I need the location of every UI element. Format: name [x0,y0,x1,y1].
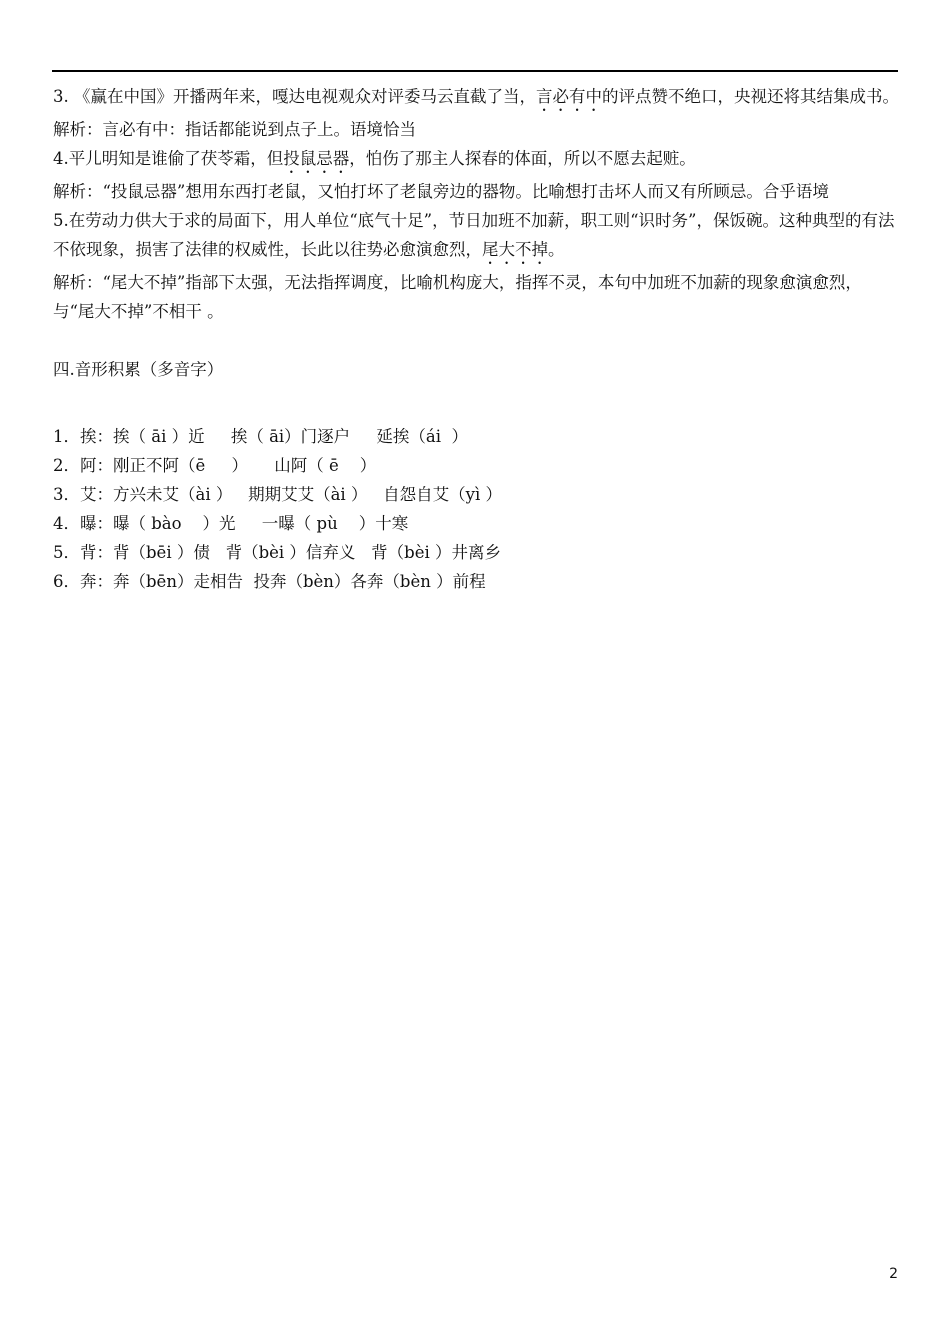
list-item: 5．背：背（bēi ）债 背（bèi ）信弃义 背（bèi ）井离乡 [53,543,502,562]
header-rule [52,70,898,72]
question-text: 《赢在中国》开播两年来，嘎达电视观众对评委马云直截了当， [74,87,536,106]
spacer [53,326,903,355]
question-text: 4.平儿明知是谁偷了茯苓霜，但 [53,149,284,168]
analysis-3: 解析：言必有中：指话都能说到点子上。语境恰当 [53,120,416,139]
section-title: 四.音形积累（多音字） [53,360,224,379]
list-item: 1．挨：挨（ āi ）近 挨（ āi）门逐户 延挨（ái ） [53,427,469,446]
spacer [53,384,903,422]
question-text: 。 [548,240,565,259]
emphasized-idiom: 投鼠忌器 [283,149,350,168]
question-text: ，怕伤了那主人探春的体面，所以不愿去起赃。 [349,149,696,168]
question-text: 5.在劳动力供大于求的局面下，用人单位“底气十足”，节日加班不加薪，职工则“识时务”，保饭碗。这种典型的有法不依现象，损害了法律的权威性，长此以往势必愈演愈烈， [53,211,895,259]
document-body [53,82,903,596]
question-text: 的评点赞不绝口，央视还将其结集成书。 [602,87,899,106]
list-item: 2．阿：刚正不阿（ē ） 山阿（ ē ） [53,456,377,475]
analysis-4: 解析：“投鼠忌器”想用东西打老鼠，又怕打坏了老鼠旁边的器物。比喻想打击坏人而又有所顾忌。合乎语境 [53,182,829,201]
analysis-5: 解析：“尾大不掉”指部下太强，无法指挥调度，比喻机构庞大，指挥不灵，本句中加班不加薪的现象愈演愈烈，与“尾大不掉”不相干 。 [53,273,862,321]
polyphone-list [53,422,903,596]
list-item: 4．曝：曝（ bào ）光 一曝（ pù ）十寒 [53,514,409,533]
list-item: 6．奔：奔（bēn）走相告 投奔（bèn）各奔（bèn ）前程 [53,572,486,591]
page-number: 2 [889,1266,898,1282]
list-item: 3．艾：方兴未艾（ài ） 期期艾艾（ài ） 自怨自艾（yì ） [53,485,503,504]
emphasized-idiom: 尾大不掉 [482,240,548,259]
emphasized-idiom: 言必有中 [536,87,602,106]
question-5 [53,206,903,268]
question-4 [53,144,903,177]
question-3 [53,82,903,115]
question-number: 3. [53,87,69,106]
